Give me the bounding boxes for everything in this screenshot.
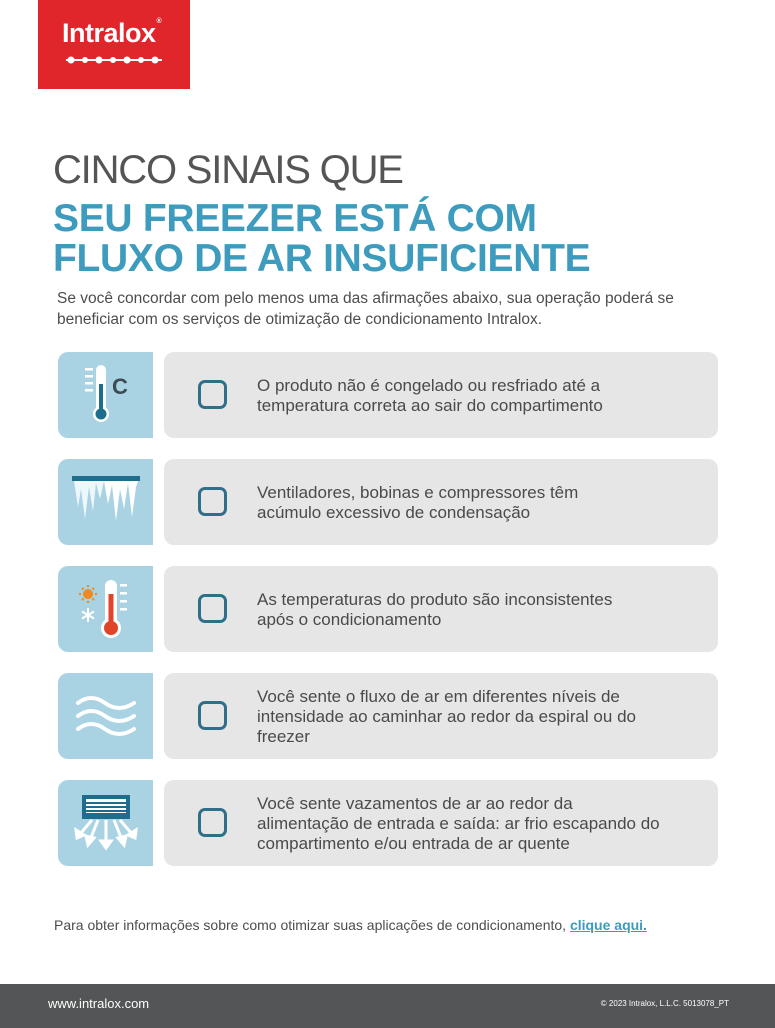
row-icon-panel: [58, 780, 153, 866]
checklist-text: [257, 794, 702, 854]
checkbox[interactable]: [198, 380, 227, 409]
intro-paragraph: [57, 288, 747, 330]
thermometer-celsius-icon: [58, 352, 153, 438]
page-title-line2: [53, 199, 590, 279]
checklist-text: [257, 687, 702, 747]
click-here-link[interactable]: clique aqui.: [569, 917, 647, 933]
copyright-text: © 2023 Intralox, L.L.C. 5013078_PT: [600, 999, 729, 1008]
checkbox[interactable]: [198, 808, 227, 837]
checklist-text-line: Você sente o fluxo de ar em diferentes níveis de: [257, 687, 620, 706]
svg-text:C: C: [112, 374, 128, 399]
checklist-text-line: após o condicionamento: [257, 610, 442, 629]
checklist-text-line: Você sente vazamentos de ar ao redor da: [257, 794, 573, 813]
checklist-card: [164, 780, 718, 866]
footer-note-text: Para obter informações sobre como otimizar suas aplicações de condicionamento,: [54, 917, 567, 933]
checkbox[interactable]: [198, 701, 227, 730]
title-line2a: SEU FREEZER ESTÁ COM: [53, 197, 537, 240]
checklist-text: [257, 376, 702, 416]
hot-cold-thermometer-icon: [58, 566, 153, 652]
checklist-text-line: temperatura correta ao sair do compartimento: [257, 396, 603, 415]
airflow-waves-icon: [58, 673, 153, 759]
checklist-card: [164, 352, 718, 438]
row-icon-panel: [58, 566, 153, 652]
footer-note: [54, 917, 647, 933]
checklist-text-line: intensidade ao caminhar ao redor da espiral ou do: [257, 707, 636, 726]
intralox-logo: [38, 0, 190, 89]
checklist-card: [164, 459, 718, 545]
checklist-text-line: As temperaturas do produto são inconsistentes: [257, 590, 613, 609]
checklist-card: [164, 566, 718, 652]
icicles-icon: [58, 459, 153, 545]
intro-line1: Se você concordar com pelo menos uma das afirmações abaixo, sua operação poderá se: [57, 290, 674, 307]
title-line2b: FLUXO DE AR INSUFICIENTE: [53, 237, 591, 280]
row-icon-panel: [58, 352, 153, 438]
checklist-text-line: freezer: [257, 727, 310, 746]
bottom-bar: [0, 984, 775, 1028]
logo-wordmark: Intralox®: [62, 18, 162, 48]
checklist-item-2: [58, 459, 718, 545]
checklist-text-line: alimentação de entrada e saída: ar frio escapando do: [257, 814, 660, 833]
page-title-line1: CINCO SINAIS QUE: [53, 148, 403, 192]
checklist-item-4: [58, 673, 718, 759]
row-icon-panel: [58, 459, 153, 545]
checklist-text-line: O produto não é congelado ou resfriado até a: [257, 376, 601, 395]
checkbox[interactable]: [198, 487, 227, 516]
checklist-card: [164, 673, 718, 759]
checklist-item-5: [58, 780, 718, 866]
air-vent-icon: [58, 780, 153, 866]
checkbox[interactable]: [198, 594, 227, 623]
checklist-text-line: compartimento e/ou entrada de ar quente: [257, 834, 570, 853]
checklist-text-line: acúmulo excessivo de condensação: [257, 503, 531, 522]
row-icon-panel: [58, 673, 153, 759]
checklist-text: [257, 483, 702, 523]
checklist-item-1: [58, 352, 718, 438]
checklist-text: [257, 590, 702, 630]
intro-line2: beneficiar com os serviços de otimização de condicionamento Intralox.: [57, 311, 543, 328]
checklist-item-3: [58, 566, 718, 652]
website-url: www.intralox.com: [48, 996, 150, 1011]
logo-chain-icon: [66, 55, 162, 65]
checklist-text-line: Ventiladores, bobinas e compressores têm: [257, 483, 579, 502]
